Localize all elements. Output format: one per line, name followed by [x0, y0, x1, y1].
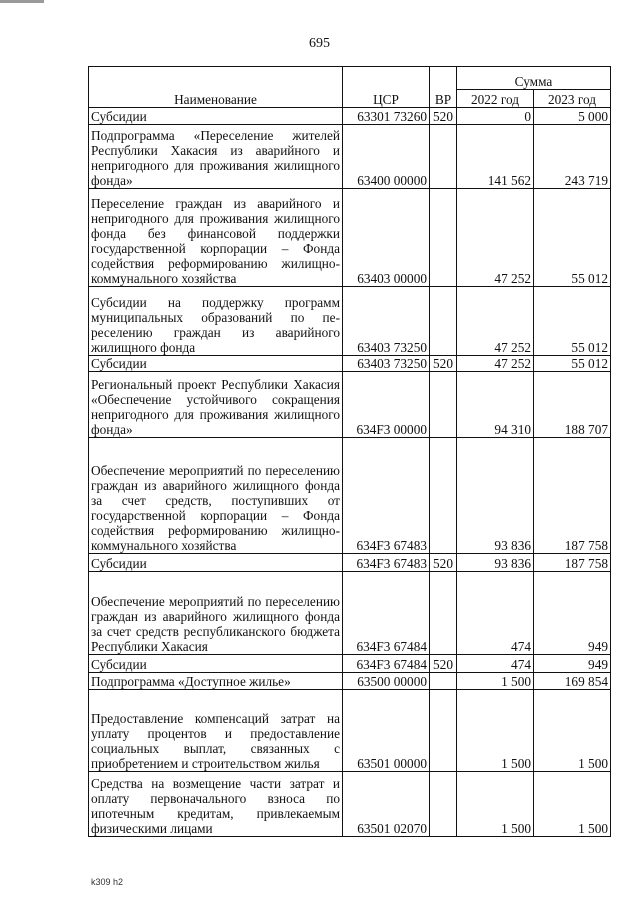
- table-row: [89, 572, 611, 655]
- row-name: Субсидии: [89, 108, 343, 125]
- row-vr: [430, 690, 457, 772]
- row-sum-2022: 141 562: [457, 125, 534, 189]
- row-vr: 520: [430, 108, 457, 125]
- row-name: Обеспечение мероприятий по переселению граждан из аварийного жилищного фонда за счет средств, поступивших от государственной корпорации – Фонда содействия реформированию жилищно-коммунального хозяйства: [89, 438, 343, 554]
- table-row: [89, 372, 611, 438]
- row-sum-2023: 243 719: [534, 125, 611, 189]
- table-row: [89, 189, 611, 287]
- row-csr: 63400 00000: [343, 125, 430, 189]
- scan-edge-mark: [0, 0, 44, 3]
- row-csr: 63500 00000: [343, 673, 430, 690]
- header-year-2023: 2023 год: [534, 90, 611, 108]
- row-csr: 63403 00000: [343, 189, 430, 287]
- row-sum-2022: 47 252: [457, 356, 534, 372]
- header-sum: Сумма: [457, 67, 611, 90]
- header-vr: ВР: [430, 67, 457, 108]
- row-csr: 634F3 67484: [343, 655, 430, 673]
- row-name: Средства на возмещение части затрат и оплату первоначального взноса по ипотечным кредитам, привлекаемым физическими лицами: [89, 772, 343, 837]
- row-sum-2022: 474: [457, 655, 534, 673]
- row-sum-2023: 1 500: [534, 772, 611, 837]
- row-vr: [430, 772, 457, 837]
- row-name: Переселение граждан из аварийного и непригодного для проживания жилищного фонда без финансовой поддержки государственной корпорации – Фонда содействия реформированию жилищно-коммунального хозяйства: [89, 189, 343, 287]
- table-row: [89, 655, 611, 673]
- header-name: Наименование: [89, 67, 343, 108]
- table-row: [89, 125, 611, 189]
- row-sum-2023: 169 854: [534, 673, 611, 690]
- row-csr: 63501 02070: [343, 772, 430, 837]
- table-row: [89, 690, 611, 772]
- row-vr: 520: [430, 356, 457, 372]
- row-name: Предоставление компенсаций затрат на уплату процентов и предоставление социальных выплат, связанных с приобретением и строительством жилья: [89, 690, 343, 772]
- row-sum-2022: 1 500: [457, 690, 534, 772]
- row-vr: [430, 125, 457, 189]
- row-sum-2022: 94 310: [457, 372, 534, 438]
- table-row: [89, 673, 611, 690]
- row-sum-2022: 93 836: [457, 438, 534, 554]
- row-sum-2023: 5 000: [534, 108, 611, 125]
- row-sum-2023: 188 707: [534, 372, 611, 438]
- row-vr: [430, 673, 457, 690]
- row-csr: 634F3 67483: [343, 438, 430, 554]
- row-sum-2022: 1 500: [457, 772, 534, 837]
- table-header: [89, 67, 611, 108]
- row-name: Подпрограмма «Переселение жителей Республики Хакасия из аварийного и непригодного для проживания жилищного фонда»: [89, 125, 343, 189]
- row-vr: [430, 572, 457, 655]
- row-vr: [430, 372, 457, 438]
- row-sum-2023: 55 012: [534, 189, 611, 287]
- table-body: [89, 108, 611, 837]
- row-sum-2023: 55 012: [534, 356, 611, 372]
- row-sum-2022: 93 836: [457, 554, 534, 572]
- table-row: [89, 356, 611, 372]
- row-sum-2023: 1 500: [534, 690, 611, 772]
- row-sum-2022: 47 252: [457, 189, 534, 287]
- row-name: Региональный проект Республики Хакасия «Обеспечение устойчивого сокращения непригодного для проживания жилищного фонда»: [89, 372, 343, 438]
- row-name: Субсидии: [89, 554, 343, 572]
- row-csr: 63301 73260: [343, 108, 430, 125]
- row-vr: [430, 189, 457, 287]
- row-csr: 63501 00000: [343, 690, 430, 772]
- row-name: Субсидии: [89, 655, 343, 673]
- table-row: [89, 438, 611, 554]
- row-name: Подпрограмма «Доступное жилье»: [89, 673, 343, 690]
- row-name: Обеспечение мероприятий по переселению граждан из аварийного жилищного фонда за счет средств республиканского бюджета Республики Хакасия: [89, 572, 343, 655]
- row-csr: 63403 73250: [343, 356, 430, 372]
- row-vr: [430, 287, 457, 356]
- row-vr: [430, 438, 457, 554]
- row-csr: 634F3 67483: [343, 554, 430, 572]
- row-csr: 63403 73250: [343, 287, 430, 356]
- row-name: Субсидии: [89, 356, 343, 372]
- header-csr: ЦСР: [343, 67, 430, 108]
- table-row: [89, 287, 611, 356]
- table-row: [89, 772, 611, 837]
- row-sum-2023: 949: [534, 572, 611, 655]
- row-sum-2023: 187 758: [534, 554, 611, 572]
- page-number: 695: [309, 36, 330, 51]
- row-csr: 634F3 67484: [343, 572, 430, 655]
- table-row: [89, 108, 611, 125]
- row-vr: 520: [430, 554, 457, 572]
- row-sum-2023: 55 012: [534, 287, 611, 356]
- row-csr: 634F3 00000: [343, 372, 430, 438]
- row-sum-2022: 474: [457, 572, 534, 655]
- row-sum-2022: 1 500: [457, 673, 534, 690]
- row-name: Субсидии на поддержку программ муниципальных образований по переселению граждан из аварийного жилищного фонда: [89, 287, 343, 356]
- table-row: [89, 554, 611, 572]
- row-sum-2022: 47 252: [457, 287, 534, 356]
- header-year-2022: 2022 год: [457, 90, 534, 108]
- row-sum-2023: 949: [534, 655, 611, 673]
- row-sum-2023: 187 758: [534, 438, 611, 554]
- row-sum-2022: 0: [457, 108, 534, 125]
- row-vr: 520: [430, 655, 457, 673]
- footer-code: k309 h2: [91, 877, 124, 887]
- budget-table: [88, 66, 611, 837]
